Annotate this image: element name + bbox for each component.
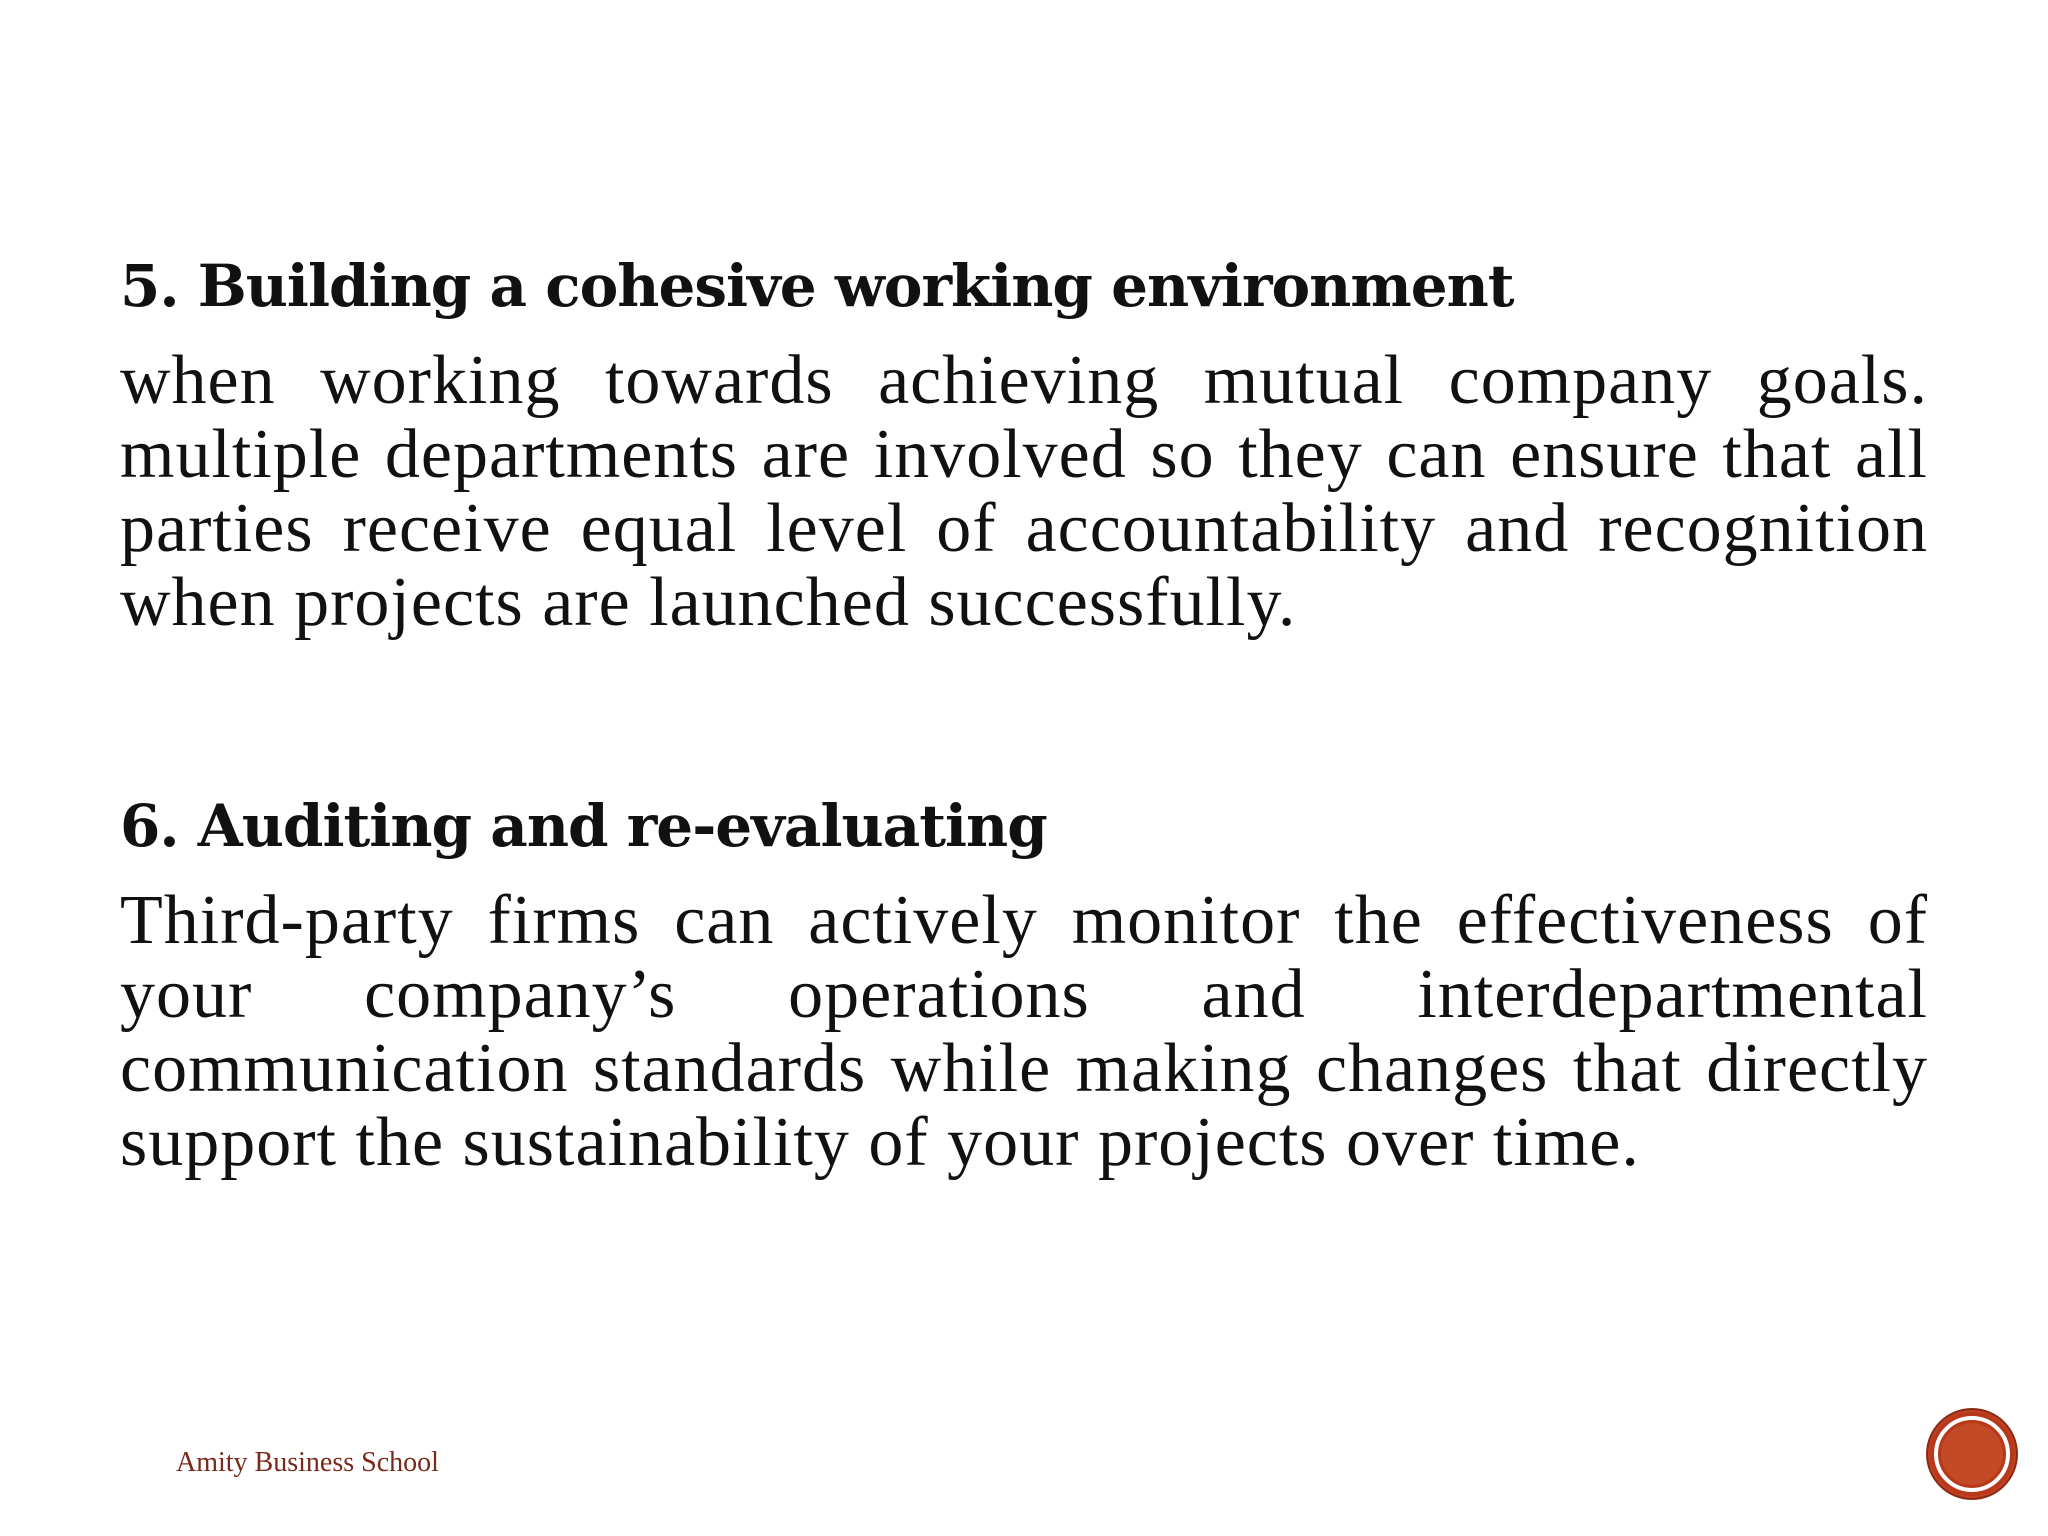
footer-school-name: Amity Business School — [176, 1447, 439, 1478]
slide-nav-button[interactable] — [1928, 1410, 2016, 1498]
slide-content — [120, 250, 1928, 1180]
section-heading: 5. Building a cohesive working environment — [120, 252, 1514, 320]
section-body: when working towards achieving mutual company goals. multiple departments are involved so they can ensure that all parties receive equal level of accountability and recognition when projects are launched successfully. — [120, 342, 1928, 641]
section-5 — [120, 250, 1928, 640]
section-body: Third-party firms can actively monitor the effectiveness of your company’s operations and interdepartmental communication standards while making changes that directly support the sustainability of your projects over time. — [120, 882, 1928, 1181]
circle-button-icon — [1928, 1410, 2016, 1498]
section-spacer — [120, 640, 1928, 790]
section-6 — [120, 790, 1928, 1180]
section-heading: 6. Auditing and re-evaluating — [120, 792, 1047, 860]
